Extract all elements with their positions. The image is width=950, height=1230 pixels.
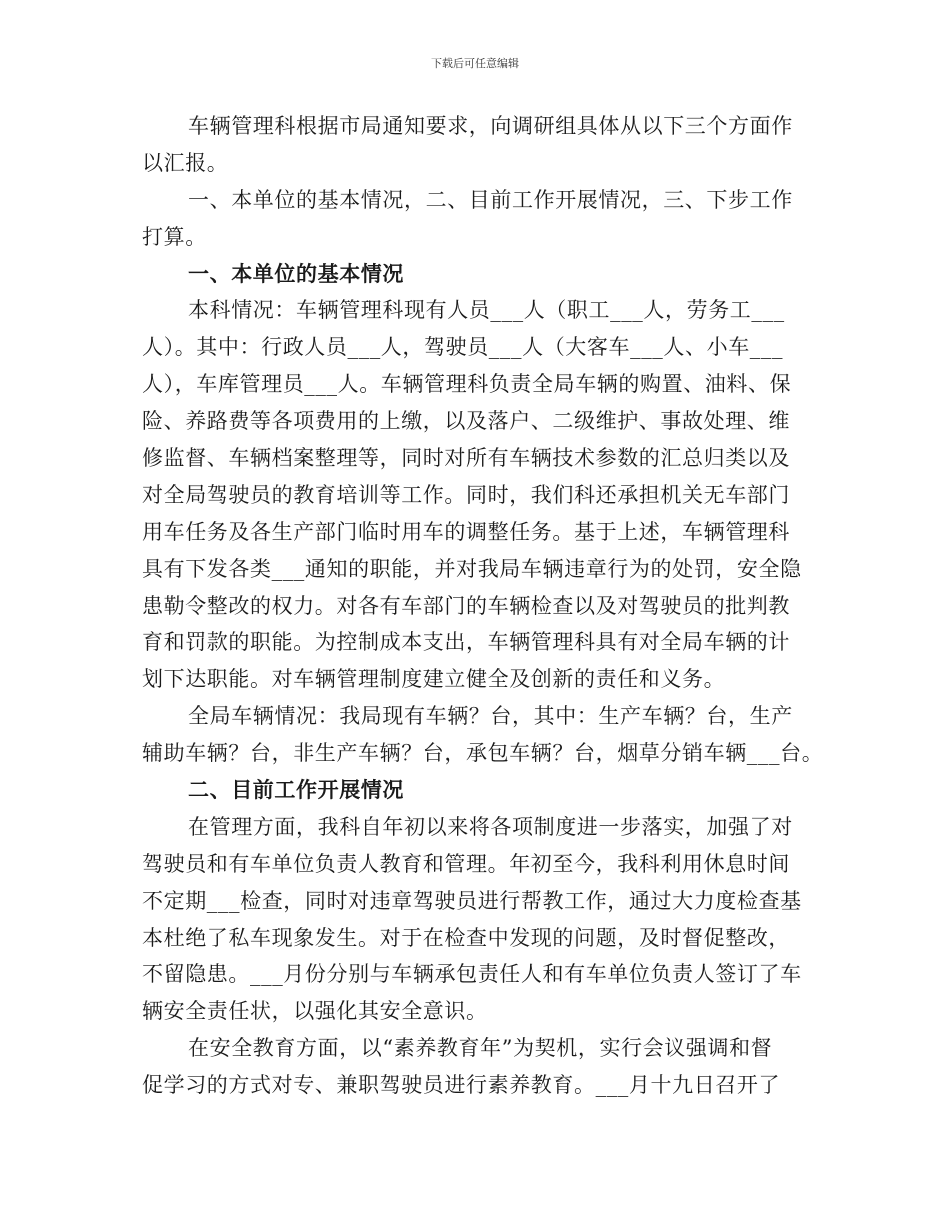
paragraph-line: 在安全教育方面，以“素养教育年”为契机，实行会议强调和督: [188, 1036, 773, 1061]
paragraph-line: 本科情况：车辆管理科现有人员___人（职工___人，劳务工___: [188, 298, 785, 323]
paragraph-line: 辆安全责任状，以强化其安全意识。: [142, 999, 488, 1024]
paragraph-line: 车辆管理科根据市局通知要求，向调研组具体从以下三个方面作: [188, 114, 793, 138]
paragraph-line: 患勒令整改的权力。对各有车部门的车辆检查以及对驾驶员的批判教: [142, 593, 790, 618]
paragraph-line: 本杜绝了私车现象发生。对于在检查中发现的问题，及时督促整改，: [142, 925, 790, 950]
paragraph-line: 打算。: [142, 224, 207, 249]
paragraph-line: 以汇报。: [142, 150, 229, 175]
paragraph-line: 不定期___检查，同时对违章驾驶员进行帮教工作，通过大力度检查基: [142, 888, 802, 913]
section-heading: 二、目前工作开展情况: [188, 778, 404, 803]
document-body: [142, 108, 824, 1104]
paragraph-line: 育和罚款的职能。为控制成本支出，车辆管理科具有对全局车辆的计: [142, 630, 790, 655]
paragraph-line: 全局车辆情况：我局现有车辆？台，其中：生产车辆？台，生产: [188, 704, 793, 729]
paragraph-line: 具有下发各类___通知的职能，并对我局车辆违章行为的处罚，安全隐: [142, 556, 802, 581]
paragraph-line: 人），车库管理员___人。车辆管理科负责全局车辆的购置、油料、保: [142, 372, 792, 397]
page-header: 下载后可任意编辑: [431, 57, 519, 70]
paragraph-line: 修监督、车辆档案整理等，同时对所有车辆技术参数的汇总归类以及: [142, 446, 790, 471]
paragraph-line: 一、本单位的基本情况，二、目前工作开展情况，三、下步工作: [188, 187, 793, 212]
paragraph-line: 在管理方面，我科自年初以来将各项制度进一步落实，加强了对: [188, 814, 793, 839]
paragraph-line: 促学习的方式对专、兼职驾驶员进行素养教育。___月十九日召开了: [142, 1073, 781, 1098]
paragraph-line: 险、养路费等各项费用的上缴，以及落户、二级维护、事故处理、维: [142, 409, 790, 434]
section-heading: 一、本单位的基本情况: [188, 261, 404, 286]
paragraph-line: 人）。其中：行政人员___人，驾驶员___人（大客车___人、小车___: [142, 335, 784, 360]
paragraph-line: 对全局驾驶员的教育培训等工作。同时，我们科还承担机关无车部门: [142, 482, 790, 507]
paragraph-line: 辅助车辆？台，非生产车辆？台，承包车辆？台，烟草分销车辆___台。: [142, 741, 824, 766]
paragraph-line: 用车任务及各生产部门临时用车的调整任务。基于上述，车辆管理科: [142, 519, 790, 544]
paragraph-line: 不留隐患。___月份分别与车辆承包责任人和有车单位负责人签订了车: [142, 962, 802, 987]
paragraph-line: 驾驶员和有车单位负责人教育和管理。年初至今，我科利用休息时间: [142, 851, 790, 876]
paragraph-line: 划下达职能。对车辆管理制度建立健全及创新的责任和义务。: [142, 667, 726, 692]
